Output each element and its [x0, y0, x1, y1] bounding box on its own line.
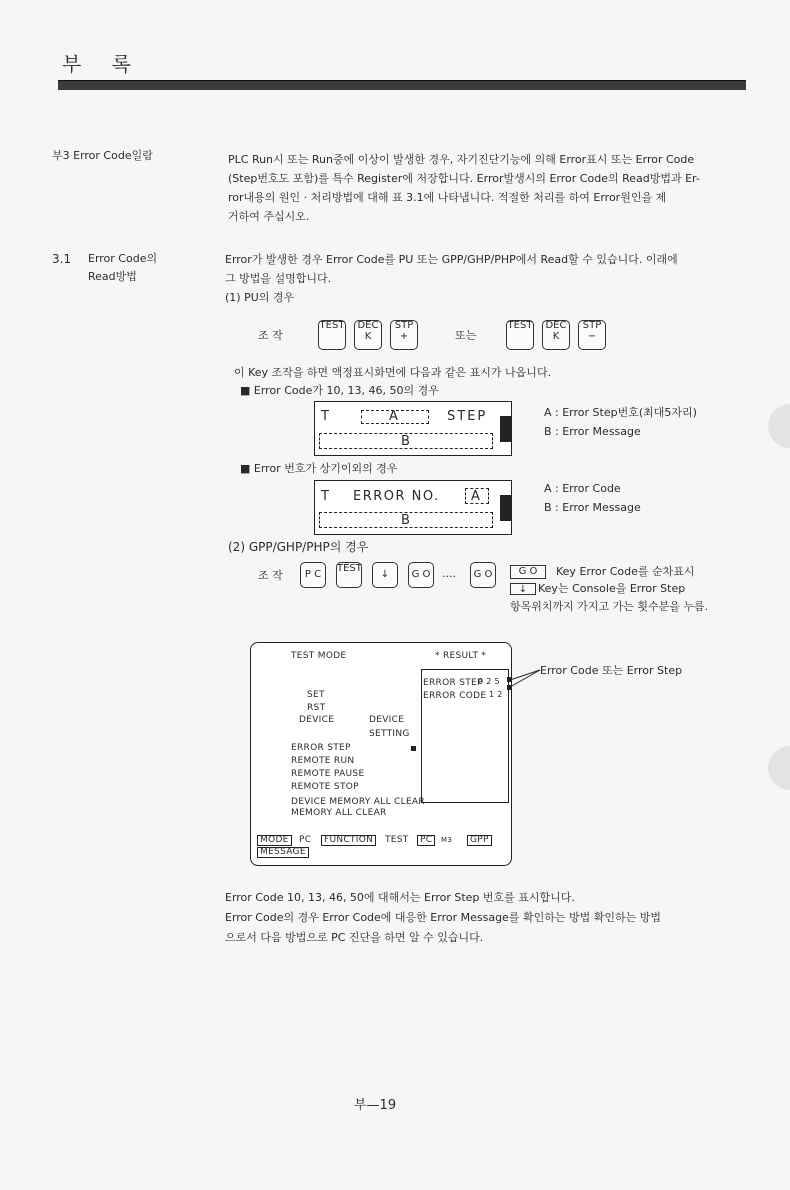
subsection-title-2: Read방법 — [88, 270, 137, 283]
key-test-b: TEST — [506, 320, 534, 350]
lcd-display-1: T A STEP B — [314, 401, 512, 456]
subsection-title-1: Error Code의 — [88, 252, 158, 265]
intro-line-2: (Step번호도 포함)를 특수 Register에 저장합니다. Error발생시의 Error Code의 Read방법과 Er- — [228, 172, 700, 185]
key-go: G O — [408, 562, 434, 588]
intro-line-4: 거하여 주십시오. — [228, 210, 310, 223]
sub-body-2: 그 방법을 설명합니다. — [225, 272, 332, 285]
note-key-go: G O — [510, 565, 546, 579]
section-label: 부3 Error Code일람 — [52, 149, 153, 162]
closing-2: Error Code의 경우 Error Code에 대응한 Error Message를 확인하는 방법 확인하는 방법 — [225, 911, 661, 924]
bullet-1: ■ Error Code가 10, 13, 46, 50의 경우 — [240, 384, 439, 397]
binder-hole-2 — [768, 746, 790, 790]
legend1-a: A : Error Step번호(최대5자리) — [544, 406, 697, 419]
key-stp-minus: STP − — [578, 320, 606, 350]
gpp-note-3: 항목위치까지 가지고 가는 횟수분을 누름. — [510, 600, 709, 613]
header-rule — [58, 80, 746, 90]
gpp-heading: (2) GPP/GHP/PHP의 경우 — [228, 540, 369, 554]
closing-3: 으로서 다음 방법으로 PC 진단을 하면 알 수 있습니다. — [225, 931, 484, 944]
bullet-2: ■ Error 번호가 상기이외의 경우 — [240, 462, 398, 475]
key-dec-k-b: DEC K — [542, 320, 570, 350]
pu-heading: (1) PU의 경우 — [225, 291, 295, 304]
gpp-screen-diagram: TEST MODE * RESULT * ERROR STEP 0 2 5 ERROR CODE 1 2 SET RST DEVICE DEVICE SETTING ERROR STEP REMOTE RUN REMOTE PAUSE REMOTE STOP DEVICE MEMORY ALL CLEAR MEMORY ALL CLEAR MODE PC FUNCTION TEST PC M3 GPP MESSAGE — [250, 642, 512, 866]
key-test: TEST — [318, 320, 346, 350]
note-key-down: ↓ — [510, 583, 536, 595]
key-down-arrow: ↓ — [372, 562, 398, 588]
closing-1: Error Code 10, 13, 46, 50에 대해서는 Error Step 번호를 표시합니다. — [225, 891, 575, 904]
lcd-display-2: T ERROR NO. A B — [314, 480, 512, 535]
or-text: 또는 — [455, 329, 477, 342]
key-stp-plus: STP + — [390, 320, 418, 350]
subsection-number: 3.1 — [52, 252, 72, 266]
binder-hole — [768, 404, 790, 448]
ellipsis: ···· — [442, 570, 456, 583]
page-number: 부—19 — [354, 1098, 397, 1113]
legend2-a: A : Error Code — [544, 482, 621, 495]
gpp-op-label: 조 작 — [258, 569, 283, 582]
intro-line-3: ror내용의 원인 · 처리방법에 대해 표 3.1에 나타냅니다. 적절한 처리를 하여 Error원인을 제 — [228, 191, 667, 204]
legend2-b: B : Error Message — [544, 501, 641, 514]
key-dec-k: DEC K — [354, 320, 382, 350]
key-pc: P C — [300, 562, 326, 588]
intro-line-1: PLC Run시 또는 Run중에 이상이 발생한 경우, 자기진단기능에 의해 Error표시 또는 Error Code — [228, 153, 695, 166]
gpp-note-2: Key는 Console을 Error Step — [538, 582, 686, 595]
key-test-gpp: TEST — [336, 562, 362, 588]
gpp-note-1: Key Error Code를 순차표시 — [556, 565, 695, 578]
key-go-2: G O — [470, 562, 496, 588]
page-header-title: 부 록 — [62, 52, 143, 76]
callout-label: Error Code 또는 Error Step — [540, 664, 683, 677]
legend1-b: B : Error Message — [544, 425, 641, 438]
sub-body-1: Error가 발생한 경우 Error Code를 PU 또는 GPP/GHP/PHP에서 Read할 수 있습니다. 이래에 — [225, 253, 678, 266]
pu-desc: 이 Key 조작을 하면 액정표시화면에 다음과 같은 표시가 나옵니다. — [234, 366, 552, 379]
pu-op-label: 조 작 — [258, 329, 283, 342]
